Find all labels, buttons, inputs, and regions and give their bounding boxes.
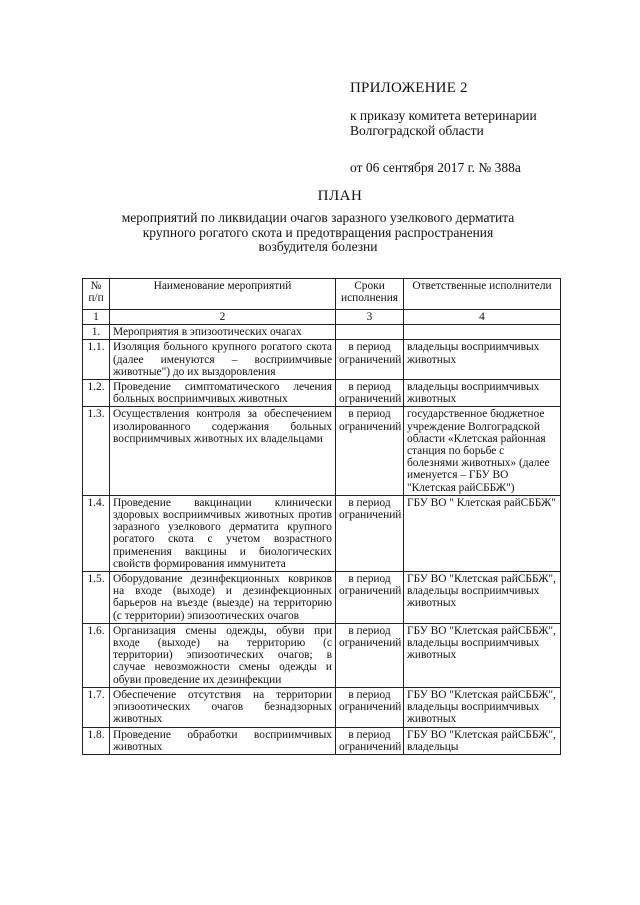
table-row bbox=[83, 687, 561, 727]
row-responsible: ГБУ ВО "Клетская райСББЖ", владельцы восприимчивых животных bbox=[404, 623, 561, 687]
row-responsible: ГБУ ВО "Клетская райСББЖ", владельцы восприимчивых животных bbox=[404, 572, 561, 624]
row-responsible: владельцы восприимчивых животных bbox=[404, 380, 561, 407]
row-terms: в период ограничений bbox=[336, 407, 404, 495]
column-number: 2 bbox=[110, 310, 336, 325]
row-terms: в период ограничений bbox=[336, 495, 404, 571]
table-row bbox=[83, 407, 561, 495]
table-row bbox=[83, 572, 561, 624]
appendix-order bbox=[350, 108, 610, 138]
appendix-date: от 06 сентября 2017 г. № 388а bbox=[350, 160, 521, 175]
row-terms bbox=[336, 325, 404, 340]
plan-subtitle-line2: крупного рогатого скота и предотвращения распространения bbox=[142, 224, 494, 240]
table-header-row bbox=[83, 279, 561, 310]
plan-subtitle bbox=[88, 211, 548, 255]
row-terms: в период ограничений bbox=[336, 727, 404, 754]
row-name: Проведение вакцинации клинически здоровых восприимчивых животных против заразного узелкового дерматита крупного рогатого скота с учетом возрастного применения вакцины и биологических свойств формирования иммунитета bbox=[110, 495, 336, 571]
row-num: 1.8. bbox=[83, 727, 110, 754]
row-name: Осуществления контроля за обеспечением изолированного содержания больных восприимчивых животных их владельцами bbox=[110, 407, 336, 495]
table-row bbox=[83, 495, 561, 571]
row-num: 1.2. bbox=[83, 380, 110, 407]
column-number: 1 bbox=[83, 310, 110, 325]
row-name: Организация смены одежды, обуви при входе (выходе) на территорию (с территории) эпизоотических очагов; в случае невозможности смены одежды и обуви проведение их дезинфекции bbox=[110, 623, 336, 687]
row-name: Мероприятия в эпизоотических очагах bbox=[110, 325, 336, 340]
row-num: 1.7. bbox=[83, 687, 110, 727]
row-terms: в период ограничений bbox=[336, 623, 404, 687]
row-responsible bbox=[404, 325, 561, 340]
plan-subtitle-line3: возбудителя болезни bbox=[258, 239, 378, 254]
column-number: 4 bbox=[404, 310, 561, 325]
row-name: Проведение симптоматического лечения больных восприимчивых животных bbox=[110, 380, 336, 407]
table-column-numbers-row bbox=[83, 310, 561, 325]
row-num: 1.6. bbox=[83, 623, 110, 687]
plan-subtitle-line1: мероприятий по ликвидации очагов заразного узелкового дерматита bbox=[121, 210, 515, 225]
appendix-order-line2: Волгоградской области bbox=[350, 123, 484, 138]
row-terms: в период ограничений bbox=[336, 340, 404, 380]
plan-title: ПЛАН bbox=[317, 188, 363, 204]
column-number: 3 bbox=[336, 310, 404, 325]
table-row bbox=[83, 325, 561, 340]
row-terms: в период ограничений bbox=[336, 572, 404, 624]
table-row bbox=[83, 380, 561, 407]
row-responsible: государственное бюджетное учреждение Волгоградской области «Клетская районная станция по борьбе с болезнями животных» (далее именуется – ГБУ ВО "Клетская райСББЖ") bbox=[404, 407, 561, 495]
table-row bbox=[83, 727, 561, 754]
appendix-title: ПРИЛОЖЕНИЕ 2 bbox=[350, 80, 468, 96]
measures-table bbox=[82, 278, 561, 755]
row-terms: в период ограничений bbox=[336, 380, 404, 407]
row-num: 1.5. bbox=[83, 572, 110, 624]
header-terms: Сроки исполнения bbox=[336, 279, 404, 310]
header-name: Наименование мероприятий bbox=[110, 279, 336, 310]
row-name: Оборудование дезинфекционных ковриков на входе (выходе) и дезинфекционных барьеров на въезде (выезде) на территорию (с территории) эпизоотических очагов bbox=[110, 572, 336, 624]
row-num: 1. bbox=[83, 325, 110, 340]
row-num: 1.1. bbox=[83, 340, 110, 380]
header-num: № п/п bbox=[83, 279, 110, 310]
row-name: Изоляция больного крупного рогатого скота (далее именуются – восприимчивые животные") до их выздоровления bbox=[110, 340, 336, 380]
appendix-block bbox=[350, 80, 610, 175]
appendix-order-line1: к приказу комитета ветеринарии bbox=[350, 108, 537, 123]
row-responsible: ГБУ ВО " Клетская райСББЖ" bbox=[404, 495, 561, 571]
row-num: 1.4. bbox=[83, 495, 110, 571]
table-row bbox=[83, 340, 561, 380]
row-terms: в период ограничений bbox=[336, 687, 404, 727]
table-row bbox=[83, 623, 561, 687]
header-responsible: Ответственные исполнители bbox=[404, 279, 561, 310]
row-name: Обеспечение отсутствия на территории эпизоотических очагов безнадзорных животных bbox=[110, 687, 336, 727]
row-name: Проведение обработки восприимчивых животных bbox=[110, 727, 336, 754]
row-responsible: владельцы восприимчивых животных bbox=[404, 340, 561, 380]
row-responsible: ГБУ ВО "Клетская райСББЖ", владельцы bbox=[404, 727, 561, 754]
row-responsible: ГБУ ВО "Клетская райСББЖ", владельцы восприимчивых животных bbox=[404, 687, 561, 727]
row-num: 1.3. bbox=[83, 407, 110, 495]
